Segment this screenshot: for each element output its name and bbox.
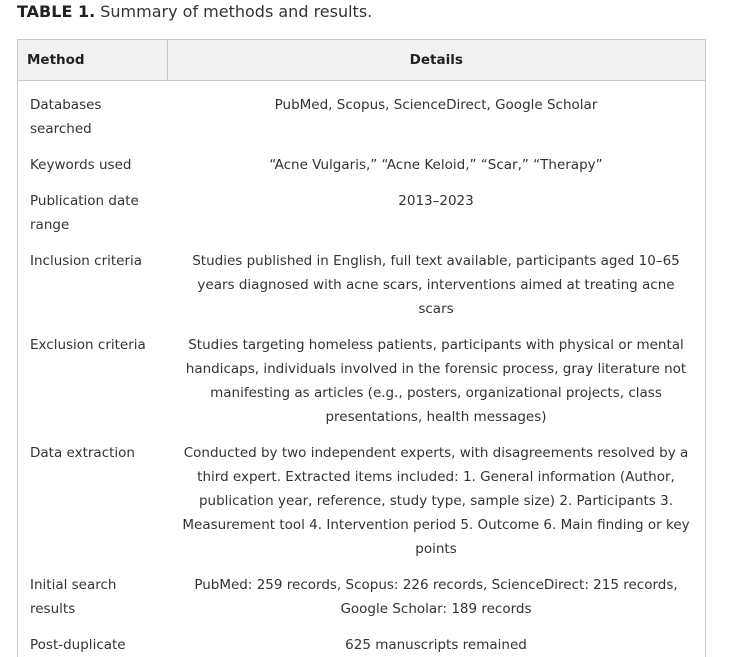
table-row: [18, 81, 705, 154]
table-row: [18, 441, 705, 573]
details-cell: Conducted by two independent experts, with disagreements resolved by a third expert. Extracted items included: 1. General information (Author, publication year, reference, study type, sample size) 2. Participants 3. Measurement tool 4. Intervention period 5. Outcome 6. Main finding or key points: [182, 445, 690, 557]
method-cell: Post-duplicate: [30, 637, 126, 653]
details-cell: Studies published in English, full text available, participants aged 10–65 years diagnosed with acne scars, interventions aimed at treating acne scars: [192, 253, 680, 317]
table-caption: [17, 1, 372, 23]
details-cell: Studies targeting homeless patients, participants with physical or mental handicaps, individuals involved in the forensic process, gray literature not manifesting as articles (e.g., posters, organizational projects, class presentations, health messages): [185, 337, 687, 425]
table-header-row: [18, 40, 705, 81]
method-cell: Publication date range: [30, 193, 139, 233]
column-header-details: Details: [167, 40, 705, 81]
method-cell: Data extraction: [30, 445, 135, 461]
details-cell: “Acne Vulgaris,” “Acne Keloid,” “Scar,” “Therapy”: [269, 157, 603, 173]
table-row: [18, 153, 705, 189]
table-caption-text: Summary of methods and results.: [100, 2, 373, 21]
details-cell: PubMed: 259 records, Scopus: 226 records, ScienceDirect: 215 records, Google Scholar: 189 records: [194, 577, 678, 617]
details-cell: 625 manuscripts remained: [345, 637, 527, 653]
method-cell: Keywords used: [30, 157, 132, 173]
table: [18, 40, 705, 657]
table-row: [18, 333, 705, 441]
details-cell: PubMed, Scopus, ScienceDirect, Google Scholar: [274, 97, 598, 113]
table-caption-label: TABLE 1.: [17, 2, 96, 21]
details-cell: 2013–2023: [398, 193, 474, 209]
method-cell: Databases searched: [30, 97, 102, 137]
method-cell: Initial search results: [30, 577, 117, 617]
method-cell: Exclusion criteria: [30, 337, 146, 353]
column-header-method: Method: [18, 40, 167, 81]
table-row: [18, 573, 705, 633]
table-row: [18, 249, 705, 333]
methods-results-table: [17, 39, 706, 657]
method-cell: Inclusion criteria: [30, 253, 143, 269]
table-row: [18, 189, 705, 249]
table-row: [18, 633, 705, 657]
